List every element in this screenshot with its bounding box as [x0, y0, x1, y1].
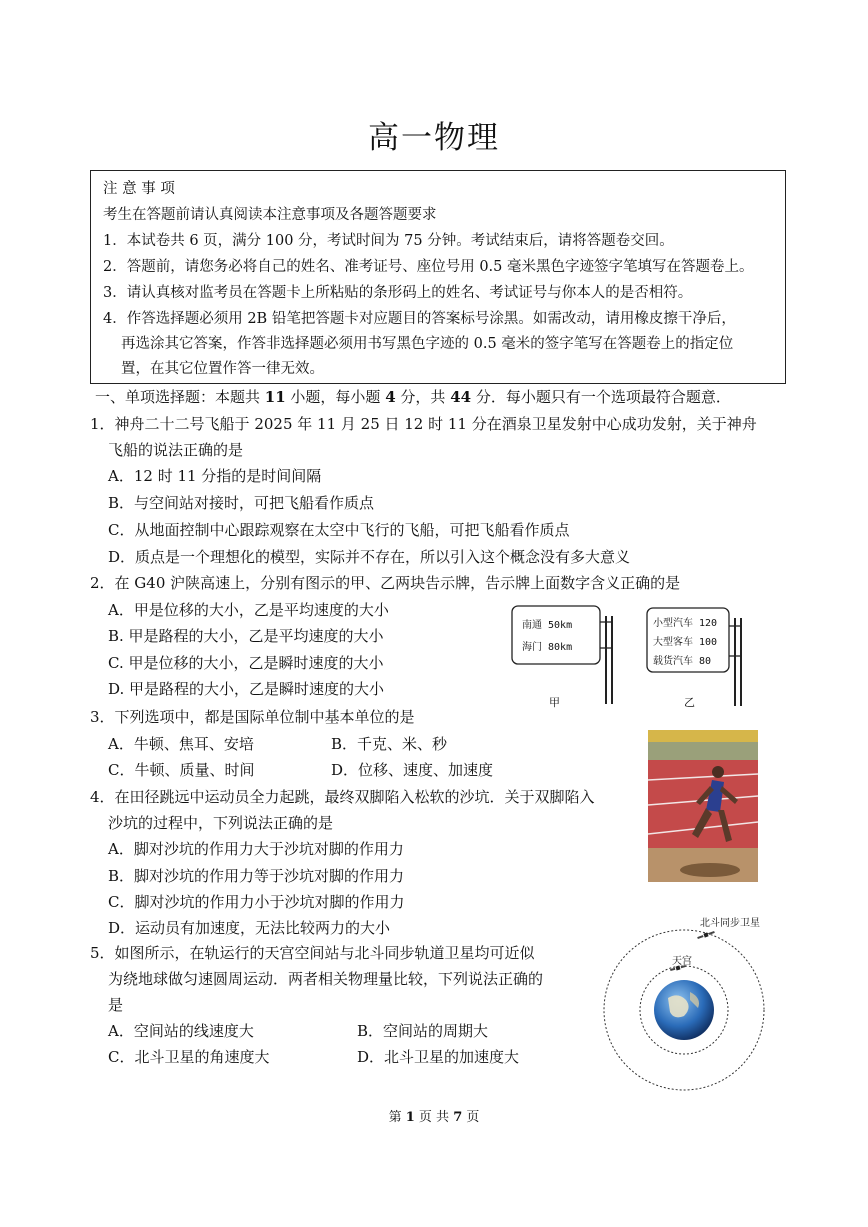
- orbit-figure: [598, 912, 778, 1092]
- option-a: A．甲是位移的大小，乙是平均速度的大小: [108, 601, 389, 619]
- long-jump-photo-graphic: [648, 730, 758, 882]
- page-footer: 第 1 页 共 7 页: [388, 1110, 480, 1125]
- option-c: C．从地面控制中心跟踪观察在太空中飞行的飞船，可把飞船看作质点: [108, 521, 570, 539]
- figure-caption: 甲: [549, 696, 560, 709]
- option-d: D．运动员有加速度，无法比较两力的大小: [108, 919, 391, 937]
- distance-sign-figure: [510, 604, 618, 706]
- option-d: D．北斗卫星的加速度大: [357, 1048, 520, 1066]
- sign-line: 载货汽车 80: [653, 656, 712, 667]
- notice-item: 3．请认真核对监考员在答题卡上所粘贴的条形码上的姓名、考试证号与你本人的是否相符。: [103, 285, 693, 301]
- option-b: B．千克、米、秒: [331, 735, 448, 753]
- orbit-label-inner: 天宫: [672, 956, 692, 967]
- option-b: B. 甲是路程的大小，乙是平均速度的大小: [108, 627, 384, 645]
- page-title: 高一物理: [368, 120, 500, 156]
- notice-box: [90, 170, 786, 384]
- question-stem: 4．在田径跳远中运动员全力起跳，最终双脚陷入松软的沙坑．关于双脚陷入: [90, 788, 595, 806]
- option-c: C．北斗卫星的角速度大: [108, 1048, 270, 1066]
- notice-item: 4．作答选择题必须用 2B 铅笔把答题卡对应题目的答案标号涂黑。如需改动，请用橡皮擦干净后，: [103, 311, 736, 327]
- notice-item: 2．答题前，请您务必将自己的姓名、准考证号、座位号用 0.5 毫米黑色字迹签字笔填写在答题卷上。: [103, 259, 754, 275]
- orbit-label-outer: 北斗同步卫星: [700, 918, 760, 929]
- section-heading: 一、单项选择题：本题共 11 小题，每小题 4 分，共 44 分．每小题只有一个选项最符合题意．: [95, 388, 731, 406]
- option-c: C. 甲是位移的大小，乙是瞬时速度的大小: [108, 654, 384, 672]
- question-stem: 沙坑的过程中，下列说法正确的是: [108, 814, 334, 832]
- option-b: B．与空间站对接时，可把飞船看作质点: [108, 494, 375, 512]
- option-a: A．12 时 11 分指的是时间间隔: [108, 467, 322, 485]
- option-a: A．脚对沙坑的作用力大于沙坑对脚的作用力: [108, 840, 404, 858]
- long-jump-photo: [648, 730, 758, 882]
- sign-line: 南通 50km: [522, 620, 573, 631]
- sign-line: 大型客车 100: [653, 637, 718, 648]
- option-d: D. 甲是路程的大小，乙是瞬时速度的大小: [108, 680, 385, 698]
- sign-line: 海门 80km: [522, 642, 573, 653]
- option-c: C．脚对沙坑的作用力小于沙坑对脚的作用力: [108, 893, 405, 911]
- question-stem: 2．在 G40 沪陕高速上，分别有图示的甲、乙两块告示牌，告示牌上面数字含义正确的是: [90, 574, 681, 592]
- notice-heading: 注 意 事 项: [103, 181, 175, 197]
- notice-intro: 考生在答题前请认真阅读本注意事项及各题答题要求: [103, 207, 437, 223]
- orbit-graphic: [598, 912, 778, 1092]
- question-stem: 飞船的说法正确的是: [108, 441, 244, 459]
- speed-limit-sign-figure: [645, 606, 749, 708]
- figure-caption: 乙: [684, 696, 695, 709]
- option-d: D．位移、速度、加速度: [331, 761, 494, 779]
- notice-item: 1．本试卷共 6 页，满分 100 分，考试时间为 75 分钟。考试结束后，请将答题卷交回。: [103, 233, 674, 249]
- question-stem: 是: [108, 996, 124, 1014]
- notice-item: 置，在其它位置作答一律无效。: [121, 361, 324, 377]
- question-stem: 为绕地球做匀速圆周运动．两者相关物理量比较，下列说法正确的: [108, 970, 544, 988]
- question-stem: 3．下列选项中，都是国际单位制中基本单位的是: [90, 708, 415, 726]
- option-b: B．脚对沙坑的作用力等于沙坑对脚的作用力: [108, 867, 405, 885]
- sign-line: 小型汽车 120: [653, 618, 718, 629]
- notice-item: 再选涂其它答案，作答非选择题必须用书写黑色字迹的 0.5 毫米的签字笔写在答题卷上的指定位: [121, 336, 734, 352]
- option-d: D．质点是一个理想化的模型，实际并不存在，所以引入这个概念没有多大意义: [108, 548, 631, 566]
- option-b: B．空间站的周期大: [357, 1022, 489, 1040]
- option-a: A．牛顿、焦耳、安培: [108, 735, 254, 753]
- option-a: A．空间站的线速度大: [108, 1022, 254, 1040]
- option-c: C．牛顿、质量、时间: [108, 761, 255, 779]
- question-stem: 1．神舟二十二号飞船于 2025 年 11 月 25 日 12 时 11 分在酒泉卫星发射中心成功发射，关于神舟: [90, 415, 757, 433]
- question-stem: 5．如图所示，在轨运行的天宫空间站与北斗同步轨道卫星均可近似: [90, 944, 535, 962]
